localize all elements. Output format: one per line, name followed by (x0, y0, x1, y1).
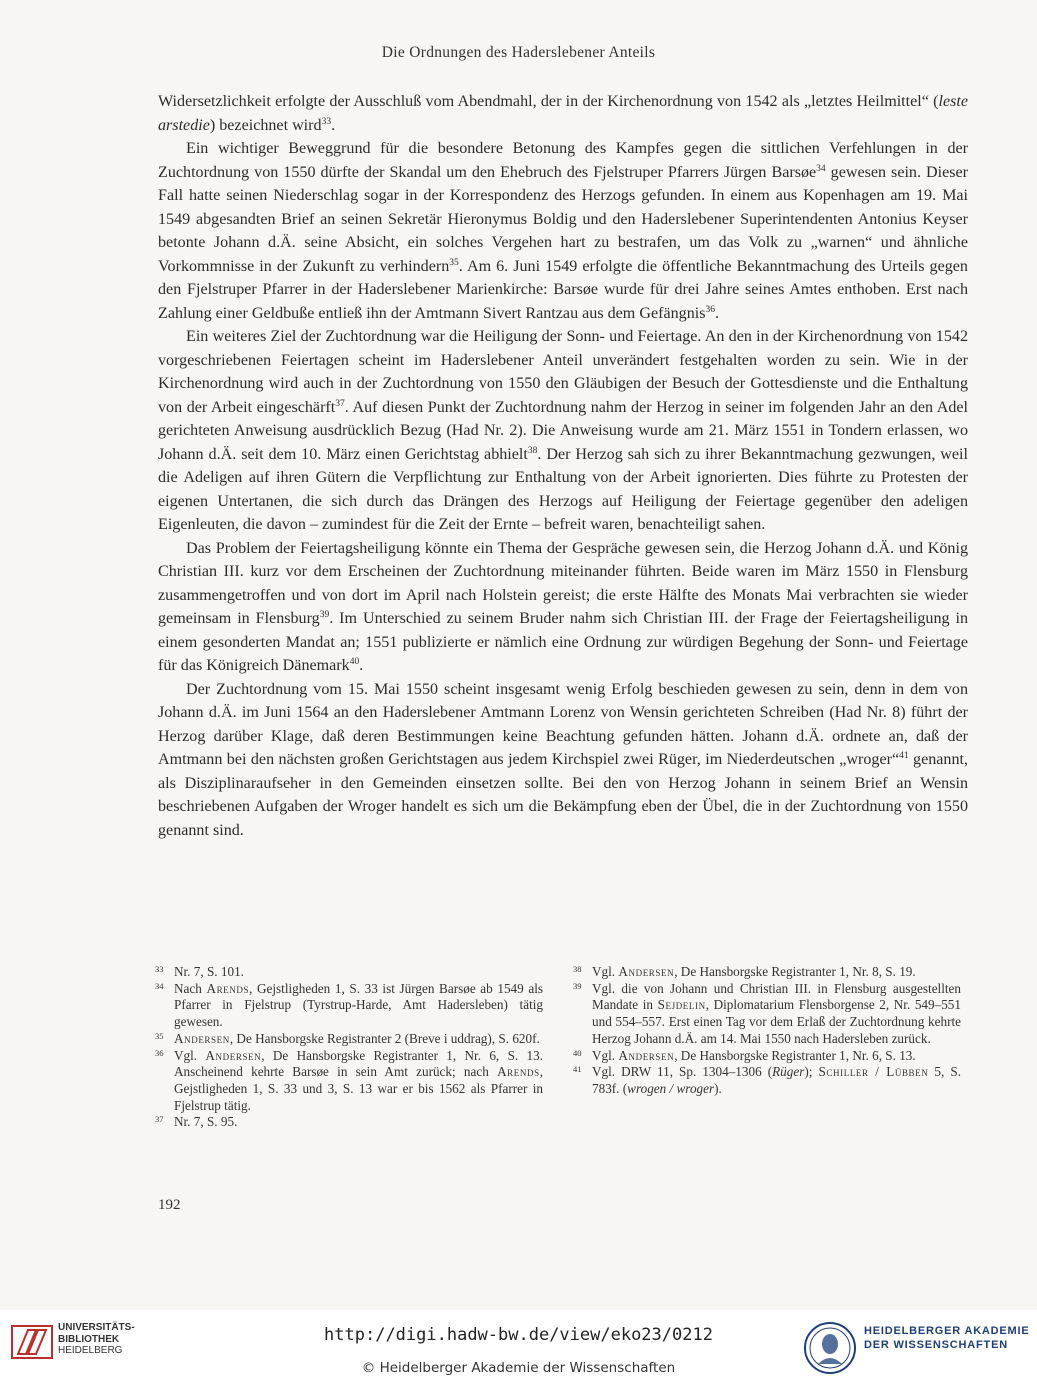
text-run: Nr. 7, S. 101. (174, 964, 244, 979)
paragraph (158, 325, 968, 537)
text-run: gewesen sein. Dieser Fall hatte seinen Niederschlag sogar in der Korrespondenz des Herzogs gefunden. In einem aus Kopenhagen am 19. Mai 1549 abgesandten Brief an seinen Sekretär Hieronymus Boldig und den Haderslebener Superintendenten Antonius Keyser betonte Johann d.Ä. seine Absicht, ein solches Vergehen hart zu bestrafen, um das Volk zu „warnen“ und ähnliche Vorkommnisse in der Zukunft zu verhindern (158, 163, 968, 275)
text-run: , De Hansborgske Registranter 1, Nr. 6, S. 13. (674, 1047, 916, 1063)
footnote (573, 1047, 961, 1065)
footnote-reference: 39 (319, 610, 330, 620)
text-run: Ein weiteres Ziel der Zuchtordnung war die Heiligung der Sonn- und Feiertage. An den in der Kirchenordnung von 1542 vorgeschriebenen Feiertagen scheint im Haderslebener Anteil unverändert festgehalten worden zu sein. Wie in der Kirchenordnung wird auch in der Zuchtordnung von 1550 den Gläubigen der Besuch der Gottesdienste und die Enthaltung von der Arbeit eingeschärft (158, 328, 968, 416)
author-name: Andersen (618, 1047, 675, 1063)
text-run: . Auf diesen Punkt der Zuchtordnung nahm der Herzog in seiner im folgenden Jahr an den Adel gerichteten Anweisung ausdrücklich Bezug (Had Nr. 2). Die Anweisung wurde am 21. März 1551 in Tondern erlassen, wo Johann d.Ä. seit dem 10. März einen Gerichtstag abhielt (158, 398, 968, 463)
footnote (155, 1114, 543, 1131)
paragraph (158, 537, 968, 678)
text-run: , De Hansborgske Registranter 1, Nr. 6, S. 13. Anscheinend kehrte Barsøe in sein Amt zurück; nach (174, 1047, 544, 1080)
library-name-line-3: HEIDELBERG (58, 1345, 123, 1356)
footnote-number: 36 (155, 1047, 164, 1058)
text-run: Nr. 7, S. 95. (174, 1114, 238, 1130)
text-run: . Im Unterschied zu seinem Bruder nahm sich Christian III. der Frage der Feiertagsheiligung in einem gesonderten Mandat an; 1551 publizierte er nämlich eine Ordnung zur würdigen Begehung der Sonn- und Feiertage für das Königreich Dänemark (158, 610, 968, 674)
author-name: Andersen (205, 1047, 262, 1063)
footnote (573, 980, 961, 1048)
footnote-reference: 41 (899, 751, 909, 761)
footnotes-right-column (573, 964, 961, 1098)
italic-text: wrogen / wroger (627, 1080, 715, 1096)
text-run: Ein wichtiger Beweggrund für die besondere Betonung des Kampfes gegen die sittlichen Verfehlungen in der Zuchtordnung von 1550 dürfte der Skandal um den Ehebruch des Fjelstruper Pfarrers Jürgen Barsøe (158, 140, 968, 181)
permalink-url[interactable]: http://digi.hadw-bw.de/view/eko23/0212 (324, 1325, 713, 1345)
text-run: , De Hansborgske Registranter 2 (Breve i uddrag), S. 620f. (229, 1030, 540, 1046)
paragraph (158, 678, 968, 843)
text-run: ). (714, 1080, 722, 1096)
footnote-number: 40 (573, 1047, 582, 1058)
library-name-line-2: BIBLIOTHEK (58, 1333, 120, 1345)
author-name: Arends (206, 980, 250, 996)
paragraph (158, 90, 968, 137)
footnote-number: 33 (155, 964, 164, 974)
footnote-reference: 37 (335, 398, 345, 409)
footnote-number: 41 (573, 1064, 582, 1075)
author-name: Arends (497, 1064, 540, 1080)
footnote-number: 39 (573, 980, 582, 991)
author-name: Andersen (174, 1030, 230, 1046)
text-run: . Der Herzog sah sich zu ihrer Bekanntmachung gezwungen, weil die Adeligen auf ihren Gütern die Verpflichtung zur Enthaltung von der Arbeit ignorierten. Dies führte zu Protesten der eigenen Untertanen, die sich durch das Drängen des Herzogs auf Heiligung der Feiertage gegenüber den adeligen Eigenleuten, die davon – zumindest für die Zeit der Ernte – befreit waren, benachteiligt sahen. (158, 445, 968, 533)
running-head: Die Ordnungen des Haderslebener Anteils (381, 44, 656, 61)
footnote-number: 34 (155, 980, 164, 991)
text-run: . (359, 657, 364, 674)
page-number: 192 (158, 1197, 181, 1213)
footnotes-left-column (155, 964, 544, 1131)
footnote-reference: 38 (527, 445, 538, 456)
academy-name-line-1: HEIDELBERGER AKADEMIE (864, 1325, 1030, 1337)
text-run: , De Hansborgske Registranter 1, Nr. 8, S. 19. (674, 964, 916, 979)
author-name: Andersen (618, 964, 675, 979)
text-run: Nach (174, 980, 207, 996)
text-run: Vgl. (174, 1047, 206, 1063)
footnote (573, 964, 961, 981)
footnote-reference: 35 (449, 257, 459, 268)
academy-name-line-2: DER WISSENSCHAFTEN (864, 1339, 1008, 1351)
footnote-number: 37 (155, 1114, 164, 1125)
footnote-reference: 36 (705, 304, 715, 315)
footnote (573, 1064, 961, 1097)
library-name-line-1: UNIVERSITÄTS- (58, 1322, 135, 1333)
text-run: Vgl. (592, 964, 619, 979)
text-run: , Gejstligheden 1, S. 33 und 3, S. 13 war er bis 1562 als Pfarrer in Fjelstrup tätig. (174, 1064, 543, 1113)
text-run: Vgl. DRW 11, Sp. 1304–1306 ( (592, 1064, 773, 1080)
text-run: Vgl. (592, 1047, 619, 1063)
italic-text: Rüger (772, 1064, 805, 1080)
text-run: genannt, als Disziplinaraufseher in den Gemeinden einsetzen sollte. Bei den von Herzog Johann in seinem Brief an Wensin beschriebenen Aufgaben der Wroger handelt es sich um die Bekämpfung eben der Übel, die in der Zuchtordnung von 1550 genannt sind. (158, 751, 968, 839)
footnote-number: 38 (573, 964, 582, 974)
author-name: Sejdelin (657, 997, 706, 1013)
text-run: Der Zuchtordnung vom 15. Mai 1550 scheint insgesamt wenig Erfolg beschieden gewesen zu sein, denn in dem von Johann d.Ä. im Juni 1564 an den Haderslebener Amtmann Lorenz von Wensin gerichteten Schreiben (Had Nr. 8) führt der Herzog darüber Klage, daß deren Bestimmungen keine Beachtung gefunden hätten. Johann d.Ä. ordnete an, daß der Amtmann bei den nächsten großen Gerichtstagen aus jedem Kirchspiel zwei Rüger, im Niederdeutschen „wroger“ (158, 680, 968, 768)
text-run: . Am 6. Juni 1549 erfolgte die öffentliche Bekanntmachung des Urteils gegen den Fjelstruper Pfarrer in der Haderslebener Marienkirche: Barsøe wurde für drei Jahre seines Amtes enthoben. Erst nach Zahlung einer Geldbuße entließ ihn der Amtmann Sivert Rantzau aus dem Gefängnis (158, 257, 968, 322)
text-run: ) bezeichnet wird (209, 116, 322, 134)
text-run: . (715, 304, 720, 322)
text-run: Widersetzlichkeit erfolgte der Ausschluß vom Abendmahl, der in der Kirchenordnung von 1542 als „letztes Heilmittel“ ( (158, 93, 939, 110)
italic-text: leste arstedie (158, 93, 968, 134)
footnote (155, 980, 543, 1031)
footnote-reference: 33 (321, 116, 332, 127)
text-run: ); (804, 1064, 819, 1080)
footnote (155, 964, 543, 981)
text-run: 5, S. 783f. ( (592, 1064, 961, 1096)
footnote (155, 1030, 543, 1048)
footnote-reference: 40 (349, 657, 360, 667)
body-text (158, 90, 968, 842)
footnote-number: 35 (155, 1030, 164, 1041)
footnote-reference: 34 (816, 163, 826, 174)
footer-bar (0, 1310, 1037, 1384)
paragraph (158, 137, 968, 325)
text-run: , Diplomatarium Flensborgense 2, Nr. 549–551 und 554–557. Erst einen Tag vor dem Erlaß der Zuchtordnung kehrte Herzog Johann d.Ä. am 14. Mai 1550 nach Hadersleben zurück. (592, 997, 961, 1046)
text-run: Das Problem der Feiertagsheiligung könnte ein Thema der Gespräche gewesen sein, die Herzog Johann d.Ä. und König Christian III. kurz vor dem Erscheinen der Zuchtordnung miteinander führten. Beide waren im März 1550 in Flensburg zusammengetroffen und von dort im April nach Holstein gereist; die erste Hälfte des Monats Mai verbrachten sie wieder gemeinsam in Flensburg (158, 539, 968, 627)
footnote (155, 1047, 544, 1115)
text-run: Vgl. die von Johann und Christian III. in Flensburg ausgestellten Mandate in (592, 980, 961, 1013)
author-name: Schiller / Lübben (818, 1064, 929, 1080)
academy-name (864, 1324, 1030, 1352)
text-run: , Gejstligheden 1, S. 33 ist Jürgen Barsøe ab 1549 als Pfarrer in Fjelstrup (Tyrstrup-Harde, Amt Hadersleben) tätig gewesen. (174, 980, 543, 1030)
text-run: . (331, 116, 336, 134)
copyright-notice: © Heidelberger Akademie der Wissenschaften (361, 1360, 676, 1376)
